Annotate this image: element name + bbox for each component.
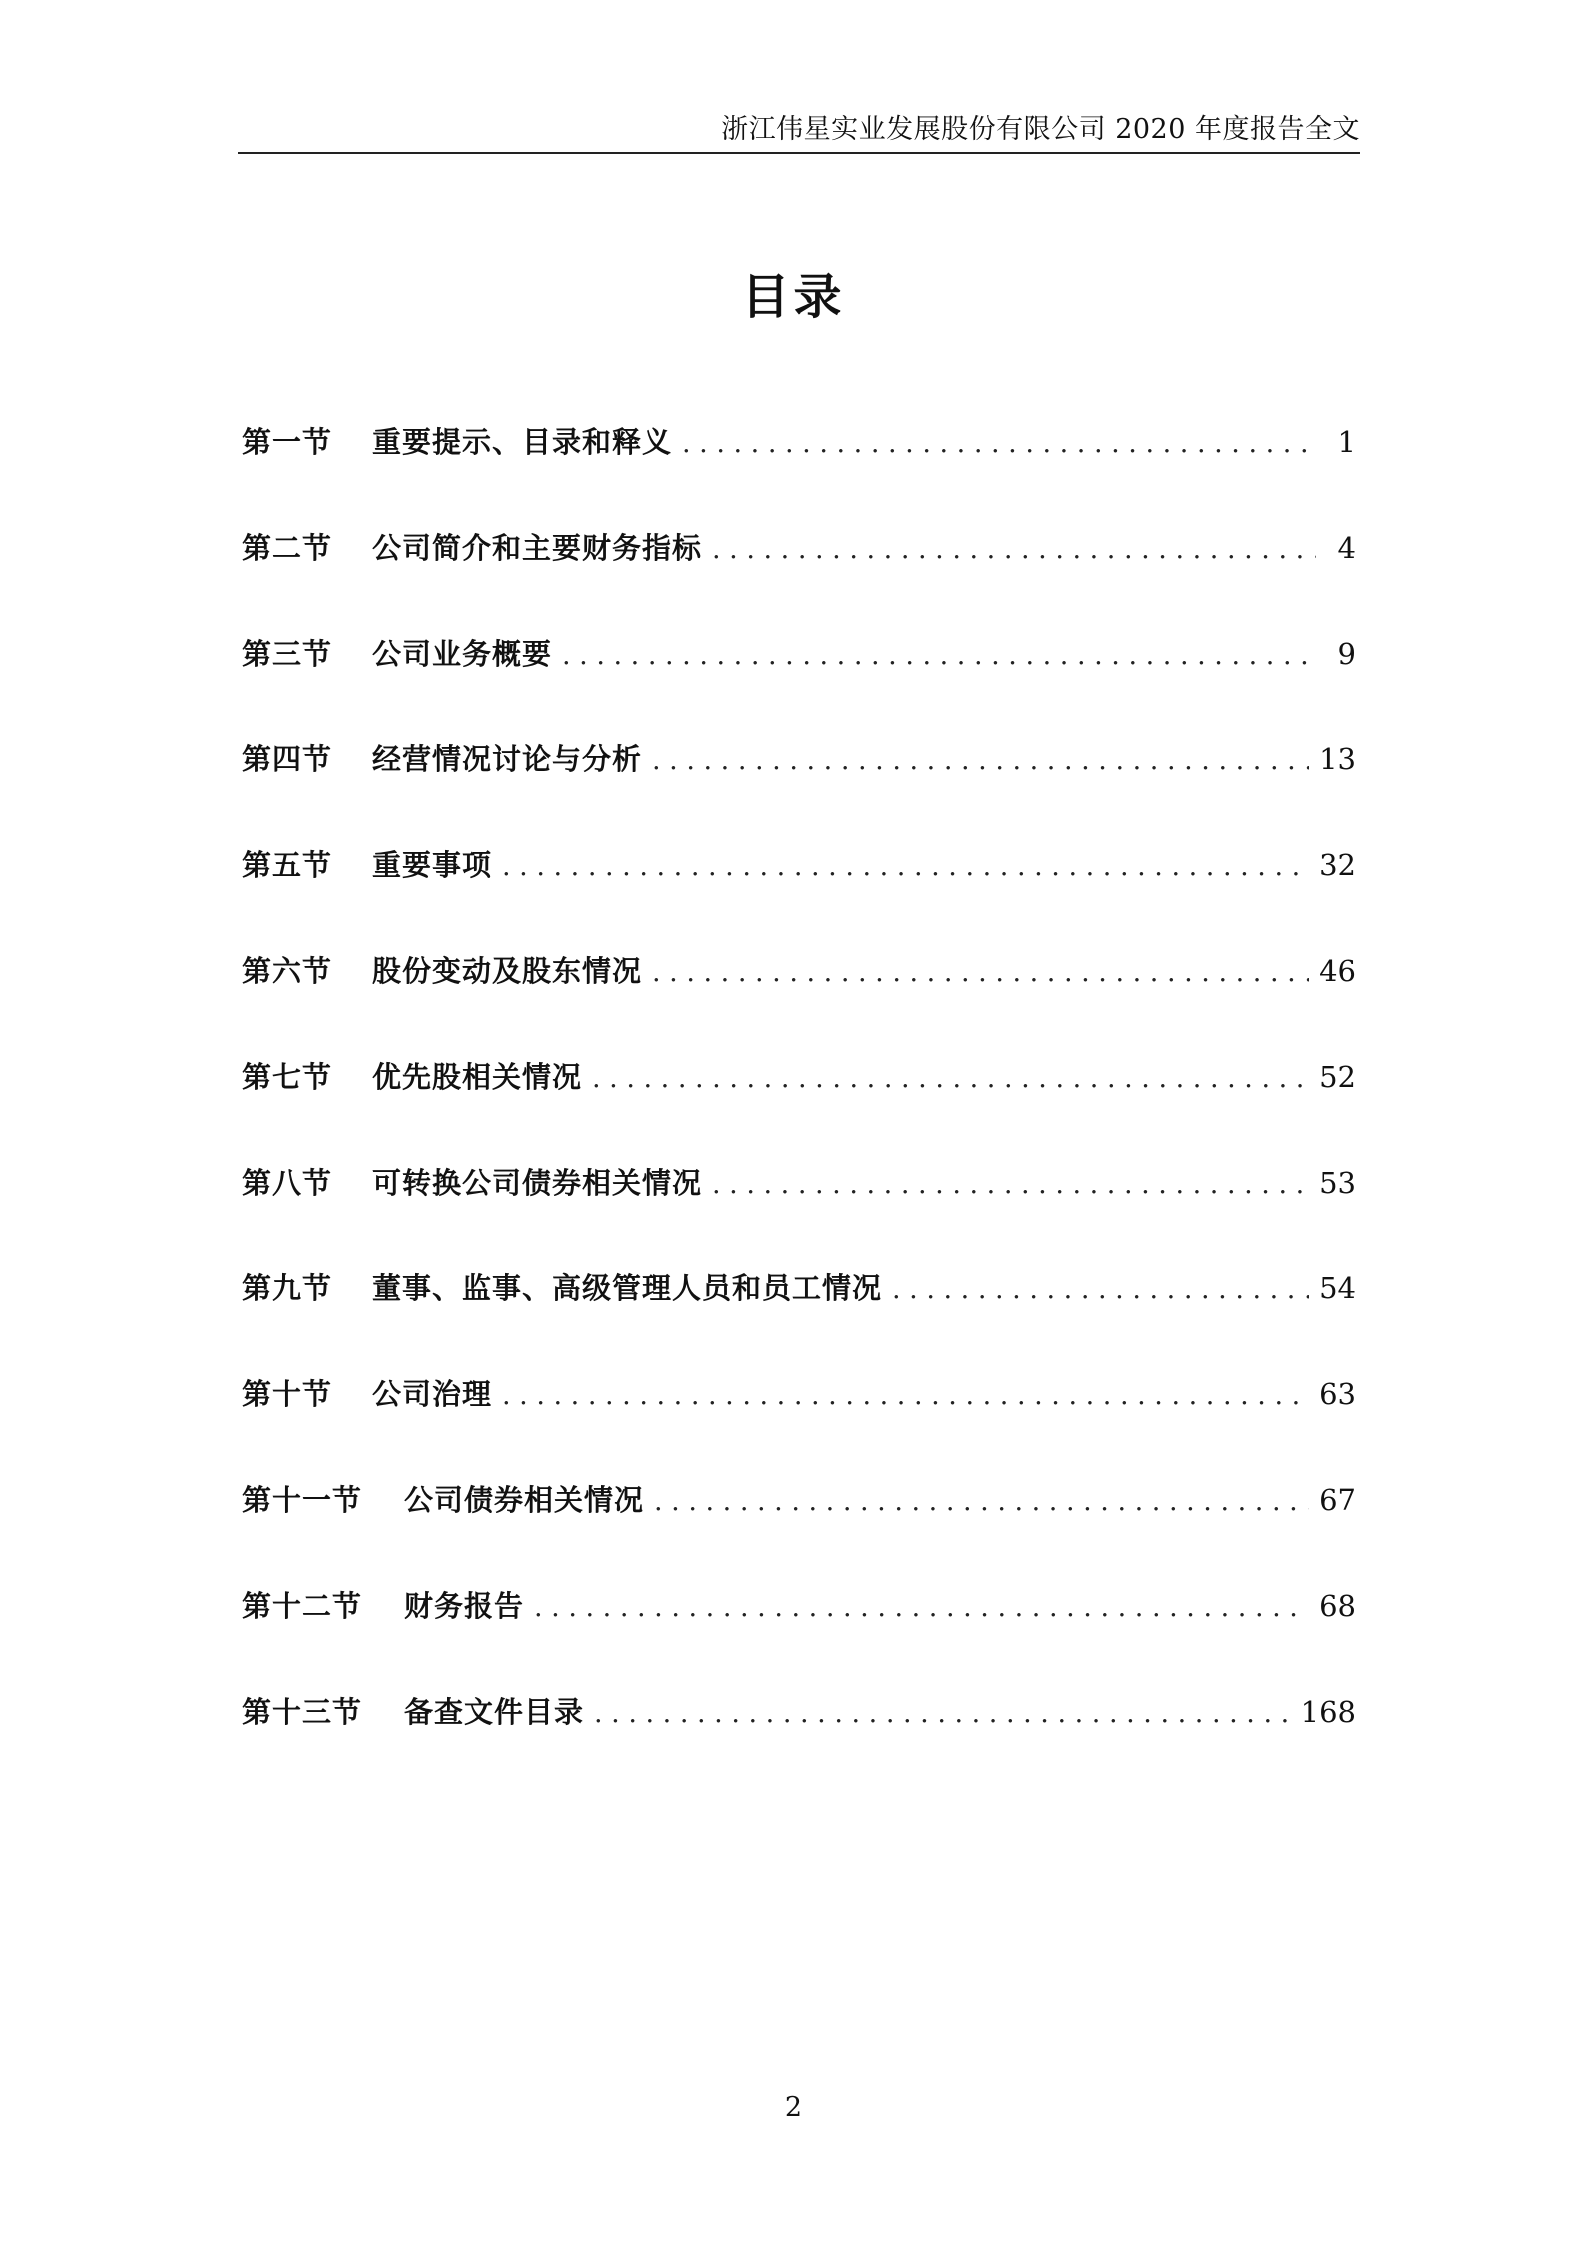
toc-dot-leader <box>712 1169 1309 1200</box>
toc-dot-leader <box>892 1274 1309 1305</box>
toc-page-number: 68 <box>1319 1588 1356 1623</box>
toc-entry[interactable] <box>242 949 1356 1055</box>
toc-section-number: 第六节 <box>242 953 333 988</box>
toc-entry[interactable] <box>242 420 1356 526</box>
toc-entry[interactable] <box>242 1584 1356 1690</box>
toc-entry[interactable] <box>242 1690 1356 1796</box>
toc-entry[interactable] <box>242 737 1356 843</box>
table-of-contents <box>242 420 1356 1795</box>
toc-entry[interactable] <box>242 1478 1356 1584</box>
toc-entry[interactable] <box>242 843 1356 949</box>
toc-section-name: 财务报告 <box>404 1588 525 1623</box>
toc-section-number: 第十二节 <box>242 1588 363 1623</box>
toc-entry[interactable] <box>242 632 1356 738</box>
toc-page-number: 1 <box>1337 425 1356 459</box>
toc-title: 目录 <box>741 269 846 325</box>
toc-dot-leader <box>652 745 1309 776</box>
toc-page-number: 52 <box>1319 1059 1356 1094</box>
toc-section-name: 董事、监事、高级管理人员和员工情况 <box>372 1271 883 1306</box>
toc-dot-leader <box>682 428 1316 459</box>
toc-entry[interactable] <box>242 1055 1356 1161</box>
toc-section-number: 第四节 <box>242 742 333 777</box>
toc-page-number: 46 <box>1319 953 1356 988</box>
toc-section-name: 公司简介和主要财务指标 <box>372 530 703 565</box>
toc-section-number: 第七节 <box>242 1059 333 1094</box>
toc-section-name: 公司治理 <box>372 1377 493 1412</box>
page-number: 2 <box>784 2092 803 2123</box>
toc-page-number: 9 <box>1337 636 1356 671</box>
toc-dot-leader <box>654 1486 1309 1517</box>
report-header-title: 浙江伟星实业发展股份有限公司 2020 年度报告全文 <box>721 114 1360 145</box>
toc-section-name: 重要事项 <box>372 848 493 883</box>
toc-section-name: 优先股相关情况 <box>372 1059 583 1094</box>
toc-dot-leader <box>594 1698 1291 1729</box>
toc-section-number: 第九节 <box>242 1271 333 1306</box>
toc-page-number: 53 <box>1319 1165 1356 1200</box>
toc-section-number: 第十三节 <box>242 1694 363 1729</box>
toc-section-name: 公司债券相关情况 <box>404 1482 645 1517</box>
toc-dot-leader <box>534 1592 1309 1623</box>
toc-section-name: 重要提示、目录和释义 <box>372 425 673 459</box>
toc-section-name: 股份变动及股东情况 <box>372 953 643 988</box>
toc-page-number: 13 <box>1319 742 1356 777</box>
toc-dot-leader <box>592 1063 1309 1094</box>
toc-page-number: 63 <box>1319 1377 1356 1412</box>
toc-page-number: 32 <box>1319 848 1356 883</box>
toc-page-number: 54 <box>1319 1271 1356 1306</box>
toc-page-number: 4 <box>1337 530 1356 565</box>
toc-page-number: 168 <box>1300 1694 1356 1729</box>
page-header <box>238 108 1360 154</box>
toc-dot-leader <box>562 640 1316 671</box>
toc-page-number: 67 <box>1319 1482 1356 1517</box>
toc-entry[interactable] <box>242 1161 1356 1267</box>
toc-section-number: 第二节 <box>242 530 333 565</box>
toc-dot-leader <box>502 851 1309 882</box>
toc-entry[interactable] <box>242 526 1356 632</box>
toc-section-name: 备查文件目录 <box>404 1694 585 1729</box>
toc-section-number: 第一节 <box>242 425 333 459</box>
toc-section-number: 第十节 <box>242 1377 333 1412</box>
toc-dot-leader <box>502 1380 1309 1411</box>
toc-entry[interactable] <box>242 1372 1356 1478</box>
toc-section-number: 第十一节 <box>242 1482 363 1517</box>
toc-dot-leader <box>652 957 1309 988</box>
toc-section-name: 可转换公司债券相关情况 <box>372 1165 703 1200</box>
toc-section-name: 经营情况讨论与分析 <box>372 742 643 777</box>
toc-dot-leader <box>712 534 1316 565</box>
toc-section-number: 第八节 <box>242 1165 333 1200</box>
toc-section-name: 公司业务概要 <box>372 636 553 671</box>
toc-section-number: 第五节 <box>242 848 333 883</box>
toc-section-number: 第三节 <box>242 636 333 671</box>
toc-entry[interactable] <box>242 1266 1356 1372</box>
